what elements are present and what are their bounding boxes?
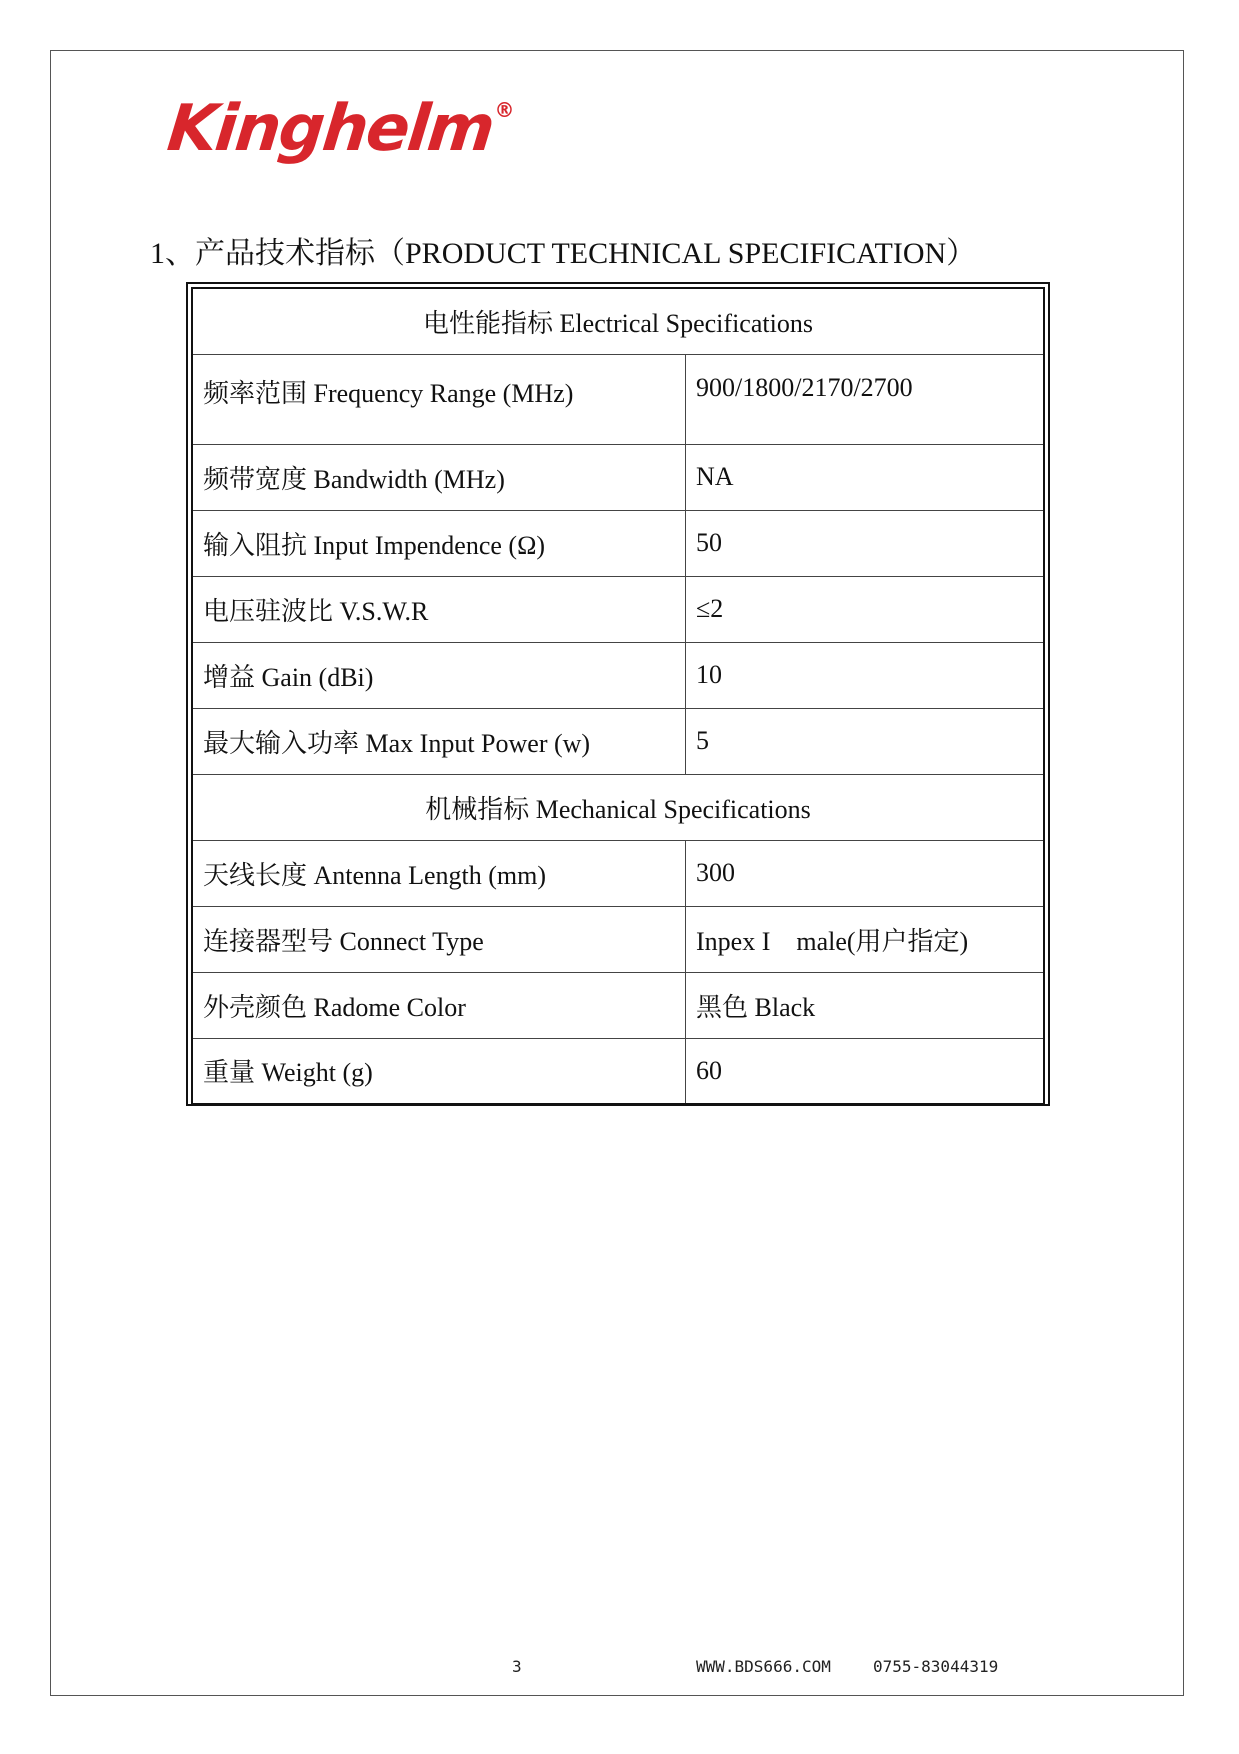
footer-phone: 0755-83044319 — [873, 1657, 999, 1676]
spec-label: 天线长度 Antenna Length (mm) — [192, 840, 686, 906]
kinghelm-logo — [164, 92, 515, 172]
spec-value: 900/1800/2170/2700 — [686, 354, 1045, 444]
table-row — [192, 510, 1044, 576]
spec-value: 60 — [686, 1038, 1045, 1104]
electrical-header: 电性能指标 Electrical Specifications — [192, 288, 1044, 354]
table-row — [192, 972, 1044, 1038]
mechanical-header: 机械指标 Mechanical Specifications — [192, 774, 1044, 840]
table-row — [192, 1038, 1044, 1104]
spec-value: 5 — [686, 708, 1045, 774]
spec-value: NA — [686, 444, 1045, 510]
table-row — [192, 288, 1044, 354]
spec-value: 黑色 Black — [686, 972, 1045, 1038]
table-row — [192, 774, 1044, 840]
logo-text: Kinghelm — [164, 92, 497, 166]
spec-table — [191, 287, 1045, 1105]
spec-value: 10 — [686, 642, 1045, 708]
registered-mark: ® — [494, 98, 515, 122]
spec-value: 300 — [686, 840, 1045, 906]
table-row — [192, 906, 1044, 972]
spec-value: Inpex I male(用户指定) — [686, 906, 1045, 972]
spec-table-frame — [186, 282, 1050, 1106]
spec-label: 增益 Gain (dBi) — [192, 642, 686, 708]
spec-label: 外壳颜色 Radome Color — [192, 972, 686, 1038]
table-row — [192, 708, 1044, 774]
table-row — [192, 444, 1044, 510]
spec-label: 输入阻抗 Input Impendence (Ω) — [192, 510, 686, 576]
spec-value: 50 — [686, 510, 1045, 576]
spec-label: 最大输入功率 Max Input Power (w) — [192, 708, 686, 774]
spec-label: 重量 Weight (g) — [192, 1038, 686, 1104]
spec-label: 电压驻波比 V.S.W.R — [192, 576, 686, 642]
section-heading — [150, 228, 976, 272]
table-row — [192, 354, 1044, 444]
footer-website: WWW.BDS666.COM — [696, 1657, 831, 1676]
spec-value: ≤2 — [686, 576, 1045, 642]
spec-label: 频率范围 Frequency Range (MHz) — [192, 354, 686, 444]
section-heading-text: 1、产品技术指标（PRODUCT TECHNICAL SPECIFICATION） — [150, 237, 977, 270]
spec-label: 频带宽度 Bandwidth (MHz) — [192, 444, 686, 510]
table-row — [192, 642, 1044, 708]
page-number: 3 — [512, 1657, 522, 1676]
table-row — [192, 840, 1044, 906]
table-row — [192, 576, 1044, 642]
spec-label: 连接器型号 Connect Type — [192, 906, 686, 972]
